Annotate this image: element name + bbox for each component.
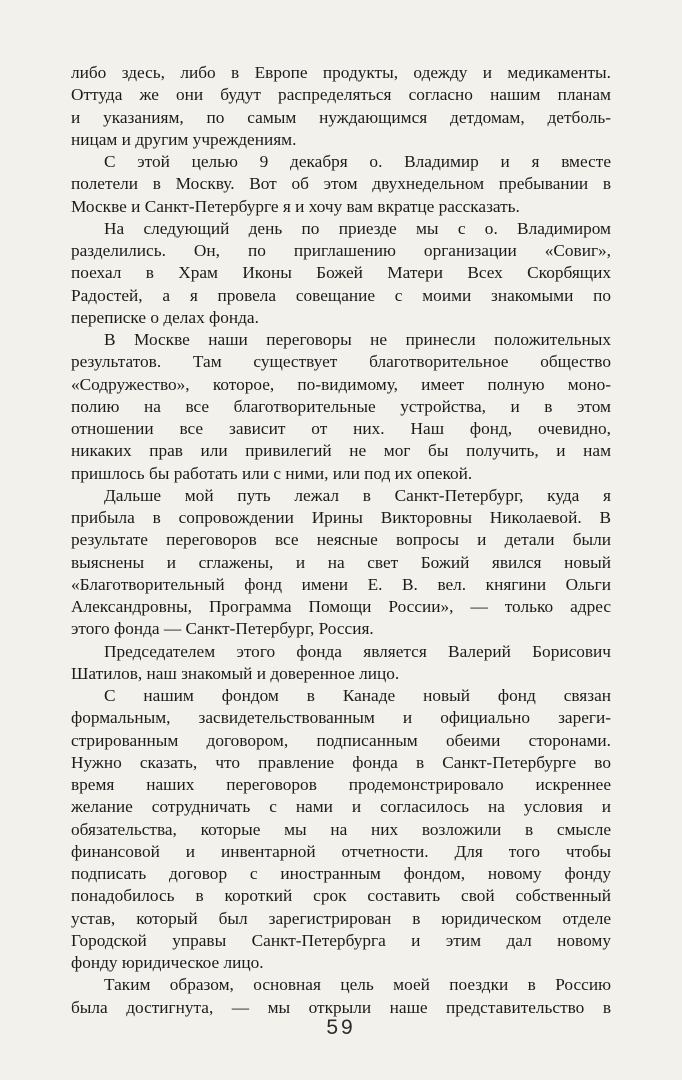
text-line: обязательства, которые мы на них возложили в смысле bbox=[71, 819, 611, 839]
text-line: Таким образом, основная цель моей поездки в Россию bbox=[104, 975, 611, 995]
text-line: Городской управы Санкт-Петербурга и этим дал новому bbox=[71, 930, 611, 950]
text-line: фонду юридическое лицо. bbox=[71, 953, 264, 972]
text-line: устав, который был зарегистрирован в юридическом отделе bbox=[71, 908, 611, 928]
text-line: Шатилов, наш знакомый и доверенное лицо. bbox=[71, 663, 400, 683]
text-line: Дальше мой путь лежал в Санкт-Петербург, куда я bbox=[104, 485, 611, 505]
text-line: прибыла в сопровождении Ирины Викторовны Николаевой. В bbox=[71, 508, 611, 527]
text-line: отношении все зависит от них. Наш фонд, очевидно, bbox=[71, 419, 611, 438]
text-line: В Москве наши переговоры не принесли положительных bbox=[104, 330, 611, 349]
page-number: 59 bbox=[326, 1016, 356, 1039]
text-line: С нашим фондом в Канаде новый фонд связан bbox=[104, 686, 611, 705]
text-line: подписать договор с иностранным фондом, новому фонду bbox=[71, 864, 611, 883]
text-line: и указаниям, по самым нуждающимся детдомам, детболь- bbox=[71, 107, 611, 127]
text-line: Нужно сказать, что правление фонда в Санкт-Петербурге во bbox=[71, 752, 611, 772]
text-line: Радостей, а я провела совещание с моими знакомыми по bbox=[71, 285, 611, 305]
text-line: финансовой и инвентарной отчетности. Для того чтобы bbox=[71, 841, 611, 861]
text-line: Оттуда же они будут распределяться согласно нашим планам bbox=[71, 85, 611, 105]
text-line: полетели в Москву. Вот об этом двухнедельном пребывании в bbox=[71, 174, 611, 194]
text-line: либо здесь, либо в Европе продукты, одежду и медикаменты. bbox=[71, 63, 611, 82]
text-line: желание сотрудничать с нами и согласилось на условия и bbox=[71, 797, 611, 817]
text-line: понадобилось в короткий срок составить свой собственный bbox=[71, 886, 611, 906]
text-line: переписке о делах фонда. bbox=[71, 307, 259, 327]
text-line: выяснены и сглажены, и на свет Божий явился новый bbox=[71, 552, 611, 572]
text-line: результатов. Там существует благотворительное общество bbox=[71, 352, 611, 372]
text-line: разделились. Он, по приглашению организации «Совиг», bbox=[71, 241, 611, 260]
text-line: никаких прав или привилегий не мог бы получить, и нам bbox=[71, 441, 611, 461]
text-line: время наших переговоров продемонстрировало искреннее bbox=[71, 775, 611, 794]
page-text bbox=[71, 62, 611, 1019]
text-line: формальным, засвидетельствованным и официально зареги- bbox=[71, 708, 611, 728]
text-line: ницам и другим учреждениям. bbox=[71, 129, 297, 149]
text-line: результате переговоров все неясные вопросы и детали были bbox=[71, 530, 611, 550]
text-line: поехал в Храм Иконы Божей Матери Всех Скорбящих bbox=[71, 263, 611, 283]
text-line: «Благотворительный фонд имени Е. В. вел. княгини Ольги bbox=[71, 574, 611, 594]
text-line: этого фонда — Санкт-Петербург, Россия. bbox=[71, 619, 374, 639]
text-line: На следующий день по приезде мы с о. Владимиром bbox=[104, 218, 611, 238]
text-line: стрированным договором, подписанным обеими сторонами. bbox=[71, 730, 611, 750]
text-line: С этой целью 9 декабря о. Владимир и я вместе bbox=[104, 152, 611, 171]
text-line: Александровны, Программа Помощи России», — только адрес bbox=[71, 597, 611, 616]
text-line: Председателем этого фонда является Валерий Борисович bbox=[104, 641, 611, 661]
text-line: полию на все благотворительные устройства, и в этом bbox=[71, 396, 611, 416]
text-line: «Содружество», которое, по-видимому, имеет полную моно- bbox=[71, 374, 611, 394]
text-line: пришлось бы работать или с ними, или под их опекой. bbox=[71, 463, 473, 483]
text-line: была достигнута, — мы открыли наше представительство в bbox=[71, 997, 611, 1017]
text-line: Москве и Санкт-Петербурге я и хочу вам вкратце рассказать. bbox=[71, 196, 520, 216]
